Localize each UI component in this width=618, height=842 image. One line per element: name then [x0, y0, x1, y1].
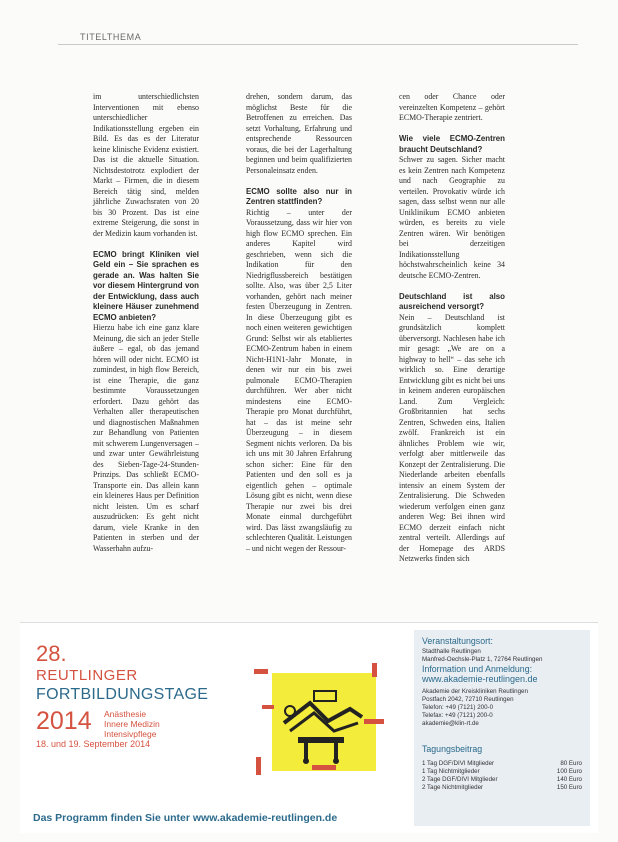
interview-question: ECMO sollte also nur in Zentren stattfinden? [246, 186, 352, 206]
fee-label: 2 Tage Nichtmitglieder [422, 784, 484, 791]
venue-line: Stadthalle Reutlingen [422, 648, 481, 655]
fee-label: 1 Tag DGF/DIVI Mitglieder [422, 760, 495, 767]
paragraph: cen oder Chance oder vereinzelten Kompetenz – gehört ECMO-Therapie zentriert. [399, 92, 505, 122]
program-link[interactable]: Das Programm finden Sie unter www.akademie-reutlingen.de [33, 812, 338, 824]
contact-line: Telefax: +49 (7121) 200-0 [422, 712, 493, 719]
contact-line: Postfach 2042, 72710 Reutlingen [422, 696, 514, 703]
info-box [414, 630, 590, 826]
venue-details [422, 648, 542, 664]
fee-label: 1 Tag Nichtmitglieder [422, 768, 480, 775]
contact-details [422, 688, 528, 728]
topic-item: Innere Medizin [104, 719, 160, 729]
event-city: REUTLINGER [36, 667, 138, 684]
contact-email[interactable]: akademie@klin-rt.de [422, 720, 479, 727]
fee-row [422, 784, 582, 792]
paragraph: Nein – Deutschland ist grundsätzlich komplett überversorgt. Nachlesen habe ich mir gesagt: „We are on a highway to hell“ – das sehe ich wirklich so. Eine derartige Entwicklung gibt es nicht bei uns in keinem anderen europäischen Land. Zum Vergleich: Großbritannien hat sechs Zentren, Schweden eins, Italien zwölf. Frankreich ist ein ähnliches Problem wie wir, verfolgt aber mittlerweile das Konzept der Zentralisierung. Die Niederlande arbeiten ebenfalls intensiv an einem System der Zentralisierung. Die Schweden wiederum verfolgen einen ganz anderen Weg: Bei ihnen wird ECMO derzeit einfach nicht zentral verteilt. Allerdings auf der Homepage des ARDS Netzwerks finden sich [399, 312, 505, 563]
contact-line: Akademie der Kreiskliniken Reutlingen [422, 688, 528, 695]
fee-list [422, 760, 582, 792]
fee-price: 140 Euro [556, 776, 582, 783]
fee-row [422, 776, 582, 784]
event-year: 2014 [36, 707, 92, 735]
article-column-3 [399, 92, 505, 565]
event-title: FORTBILDUNGSTAGE [36, 686, 209, 703]
fee-price: 100 Euro [556, 768, 582, 775]
section-header: TITELTHEMA [80, 32, 142, 42]
fee-price: 80 Euro [560, 760, 582, 767]
event-edition-number: 28. [36, 641, 67, 666]
intensive-bed-illustration [254, 661, 386, 777]
venue-line: Manfred-Oechsle-Platz 1, 72764 Reutlingen [422, 656, 543, 663]
fee-label: 2 Tage DGF/DIVI Mitglieder [422, 776, 498, 783]
article-column-2 [246, 92, 352, 554]
info-url[interactable]: www.akademie-reutlingen.de [422, 674, 538, 684]
event-date: 18. und 19. September 2014 [36, 739, 151, 749]
fee-row [422, 760, 582, 768]
topic-item: Intensivpflege [104, 729, 157, 739]
contact-line: Telefon: +49 (7121) 200-0 [422, 704, 494, 711]
event-topics [104, 709, 160, 739]
venue-heading: Veranstaltungsort: [422, 636, 493, 646]
paragraph: im unterschiedlichsten Interventionen mit ebenso unterschiedlicher Indikationsstellung ergeben ein Bild. Es das es der Literatur keine klinische Evidenz existiert. Das ist die aktuelle Situation. Nichtsdestotrotz explodiert der Markt – Firmen, die in diesem Bereich tätig sind, melden jährliche Zuwachsraten von 20 bis 30 Prozent. Das ist eine extreme Steigerung, die sonst in der Medizin kaum vorhanden ist. [93, 92, 199, 238]
interview-question: Deutschland ist also ausreichend versorgt? [399, 291, 505, 311]
topic-item: Anästhesie [104, 709, 147, 719]
fee-row [422, 768, 582, 776]
interview-question: ECMO bringt Kliniken viel Geld ein – Sie sprachen es gerade an. Was halten Sie vor diesem Hintergrund von der Entwicklung, dass auch kleinere Häuser zunehmend ECMO anbieten? [93, 249, 199, 322]
paragraph: Hierzu habe ich eine ganz klare Meinung, die sich an jeder Stelle äußere – egal, ob das jemand hören will oder nicht. ECMO ist zumindest, in high flow Bereich, ist eine Therapie, die ganz bestimmte Voraussetzungen erfordert. Dazu gehört das Verhalten aller therapeutischen und diagnostischen Maßnahmen zur Behandlung von Patienten mit schwerem Lungenversagen – und zwar unter Gewährleistung des Sieben-Tage-24-Stunden-Prinzips. Das schließt ECMO-Transporte ein. Das allein kann ein kleineres Haus per Definition nicht leisten. Um es scharf auszudrücken: Es geht nicht darum, viele Kranke in den Patienten in sterben und der Wasserhahn aufzu- [93, 323, 199, 553]
interview-question: Wie viele ECMO-Zentren braucht Deutschland? [399, 134, 505, 154]
paragraph: Schwer zu sagen. Sicher macht es kein Zentren nach Kompetenz und nach Geographie zu verteilen. Provokativ würde ich sagen, dass selbst wenn nur alle Uniklinikum ECMO anbieten würden, es bereits zu viele Zentren wären. Wir benötigen bei derzeitigen Indikationsstellung höchstwahrscheinlich keine 34 deutsche ECMO-Zentren. [399, 155, 505, 280]
paragraph: drehen, sondern darum, das möglichst Beste für die Betroffenen zu erreichen. Das setzt Vorhaltung, Erfahrung und entsprechende Ressourcen voraus, die bei der Lagerhaltung beginnen und beim qualifizierten Personaleinsatz enden. [246, 92, 352, 175]
article-column-1 [93, 92, 199, 554]
paragraph: Richtig – unter der Voraussetzung, dass wir hier von high flow ECMO sprechen. Ein anderes Kapitel wird geschrieben, wenn sich die Indikation für den Niedrigflussbereich bestätigen sollte. Also, was über 2,5 Liter vorhanden, gehört nach meiner festen Überzeugung in Zentren. In diese Überzeugung gibt es noch einen weiteren gewichtigen Grund: Selbst wir als etabliertes ECMO-Zentrum haben in einem Nicht-H1N1-Jahr Monate, in denen wir nur ein bis zwei pulmonale ECMO-Therapien durchführen. Wer aber nicht mindestens eine ECMO-Therapie pro Monat durchführt, hat – das ist meine sehr Überzeugung – in diesem Segment nichts verloren. Da bis ich uns mit 30 Jahren Erfahrung schon sicher: Eine für den Patienten und den soll es ja eigentlich gehen – optimale Lösung gibt es nicht, wenn diese Therapie nur zwei bis drei Monate einmal durchgeführt wird. Das lässt zwangsläufig zu schlechteren Qualität. Leistungen – und nicht wegen der Ressour- [246, 207, 352, 553]
fee-price: 150 Euro [556, 784, 582, 791]
header-rule [58, 44, 578, 45]
info-heading: Information und Anmeldung: [422, 664, 533, 674]
fee-heading: Tagungsbeitrag [422, 744, 483, 754]
